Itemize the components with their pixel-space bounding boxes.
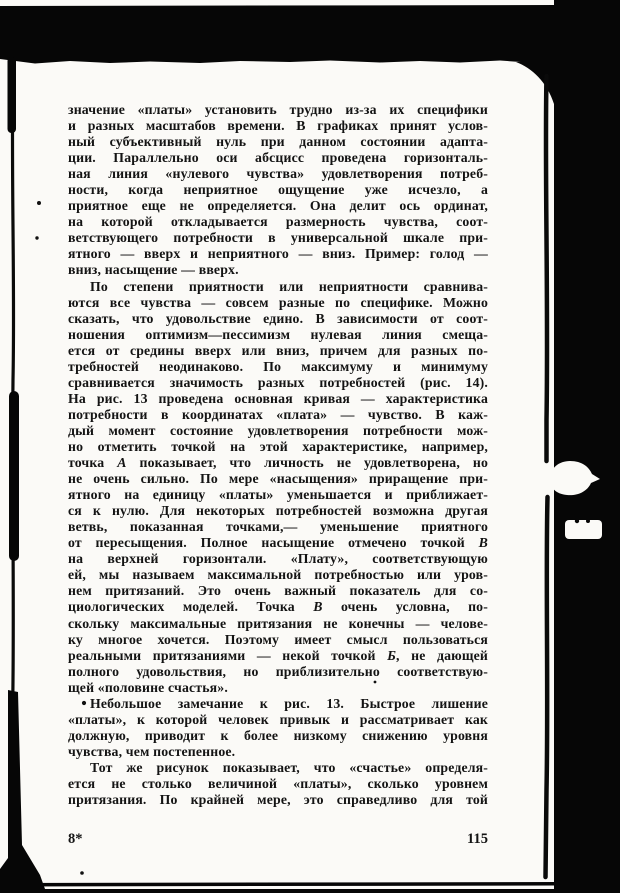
- text-line: ношения оптимизм—пессимизм нулевая линия смеща-: [68, 326, 488, 342]
- left-scan-streak: [12, 60, 14, 886]
- text-line: потребности в координатах «плата» — чувство. В каж-: [68, 406, 488, 422]
- text-line: от пересыщения. Полное насыщение отмечено точкой В: [68, 535, 488, 551]
- text-line: скольку максимальные притязания не конечны — челове-: [68, 615, 488, 631]
- text-line: нем притязаний. Это очень важный показатель для со-: [68, 583, 488, 599]
- scan-hole-dash-notch: [575, 519, 579, 523]
- page-corner-shadow: [516, 62, 554, 104]
- paragraph: [68, 696, 488, 760]
- left-scan-blob-bottom: [0, 690, 45, 889]
- text-line: По степени приятности или неприятности сравнива-: [90, 278, 488, 294]
- text-line: сравнивается значимость разных потребностей (рис. 14).: [68, 374, 488, 390]
- text-line: сказать, что удовольствие едино. В зависимости от соот-: [68, 310, 488, 326]
- text-line: требностей неодинаково. По максимуму и минимуму: [68, 358, 488, 374]
- page-footer: [68, 831, 488, 848]
- page-edge-shadow-line-upper: [546, 76, 547, 461]
- paragraph: [68, 760, 488, 808]
- text-line: вниз, насыщение — вверх.: [68, 262, 239, 278]
- text-line: ку многое хочется. Поэтому имеет смысл пользоваться: [68, 631, 488, 647]
- text-line: значение «платы» установить трудно из-за их специфики: [68, 102, 488, 117]
- text-line: ный субъективный нуль при данном состоянии адапта-: [68, 134, 488, 150]
- bottom-scan-line: [6, 882, 556, 887]
- ink-speck: [37, 201, 41, 205]
- left-scan-blob-top: [8, 57, 17, 133]
- scan-hole-dash: [565, 520, 602, 539]
- text-line: ятного — вверх и неприятного — вниз. Пример: голод —: [68, 246, 488, 262]
- text-line: на которой откладывается размерность чувства, соот-: [68, 214, 488, 230]
- text-line: приятное еще не определяется. Она делит ось ординат,: [68, 198, 488, 214]
- text-line: ветствующего потребности в универсальной шкале при-: [68, 230, 488, 246]
- text-line: ся к нулю. Для некоторых потребностей возможна другая: [68, 503, 488, 519]
- text-line: и разных масштабов времени. В графиках принят услов-: [68, 118, 488, 134]
- text-line: реальными притязаниями — некой точкой Б, не дающей: [68, 647, 488, 663]
- text-line: «платы», к которой человек привык и рассматривает как: [68, 711, 488, 727]
- text-line: На рис. 13 проведена основная кривая — характеристика: [68, 390, 488, 406]
- text-line: полного удовольствия, но приблизительно соответствую-: [68, 663, 488, 679]
- footer-signature: 8*: [68, 831, 83, 847]
- ink-speck: [80, 871, 84, 875]
- text-line: ятного на единицу «платы» уменьшается и приближает-: [68, 487, 488, 503]
- text-line: ется не столько величиной «платы», сколько уровнем: [68, 775, 488, 791]
- text-line: ная линия «нулевого чувства» удовлетворения потреб-: [68, 166, 488, 182]
- text-line: циологических моделей. Точка В очень условна, по-: [68, 599, 488, 615]
- left-scan-blob-mid: [9, 391, 19, 561]
- text-line: дый момент состояние удовлетворения потребности мож-: [68, 422, 488, 438]
- text-line: не очень сильно. По мере «насыщения» приращение при-: [68, 471, 488, 487]
- scan-hole-dash-notch: [586, 519, 590, 523]
- ink-speck: [35, 236, 38, 239]
- text-line: щей «половине счастья».: [68, 679, 228, 695]
- top-scan-band: [0, 5, 556, 64]
- text-line: но отметить точкой на этой характеристике, например,: [68, 438, 488, 454]
- text-line: ветвь, показанная точками,— уменьшение приятного: [68, 519, 488, 535]
- page-number: 115: [467, 831, 488, 847]
- text-line: на верхней горизонтали. «Плату», соответствующую: [68, 551, 488, 567]
- scan-hole-blob: [550, 461, 600, 495]
- text-line: ются все чувства — совсем разные по специфике. Можно: [68, 294, 488, 310]
- text-line: ности, когда неприятное ощущение уже исчезло, а: [68, 182, 488, 198]
- text-line: ции. Параллельно оси абсцисс проведена горизонталь-: [68, 150, 488, 166]
- text-block: [68, 102, 488, 808]
- text-line: чувства, чем постепенное.: [68, 743, 236, 759]
- bottom-scan-band: [0, 889, 620, 893]
- text-line: должную, приводит к более низкому снижению уровня: [68, 727, 488, 743]
- text-line: Небольшое замечание к рис. 13. Быстрое лишение: [90, 695, 488, 711]
- text-line: ей, мы называем максимальной потребностью или уров-: [68, 567, 488, 583]
- text-line: точка А показывает, что личность не удовлетворена, но: [68, 455, 489, 471]
- page-edge-shadow-line-lower: [546, 497, 548, 877]
- right-scan-band: [554, 0, 620, 893]
- text-line: Тот же рисунок показывает, что «счастье» определя-: [90, 759, 488, 775]
- paragraph: [68, 279, 488, 696]
- text-line: притязания. По крайней мере, это справедливо для той: [68, 792, 488, 808]
- text-line: ется от средины вверх или вниз, причем для разных по-: [68, 342, 488, 358]
- paragraph: [68, 102, 488, 279]
